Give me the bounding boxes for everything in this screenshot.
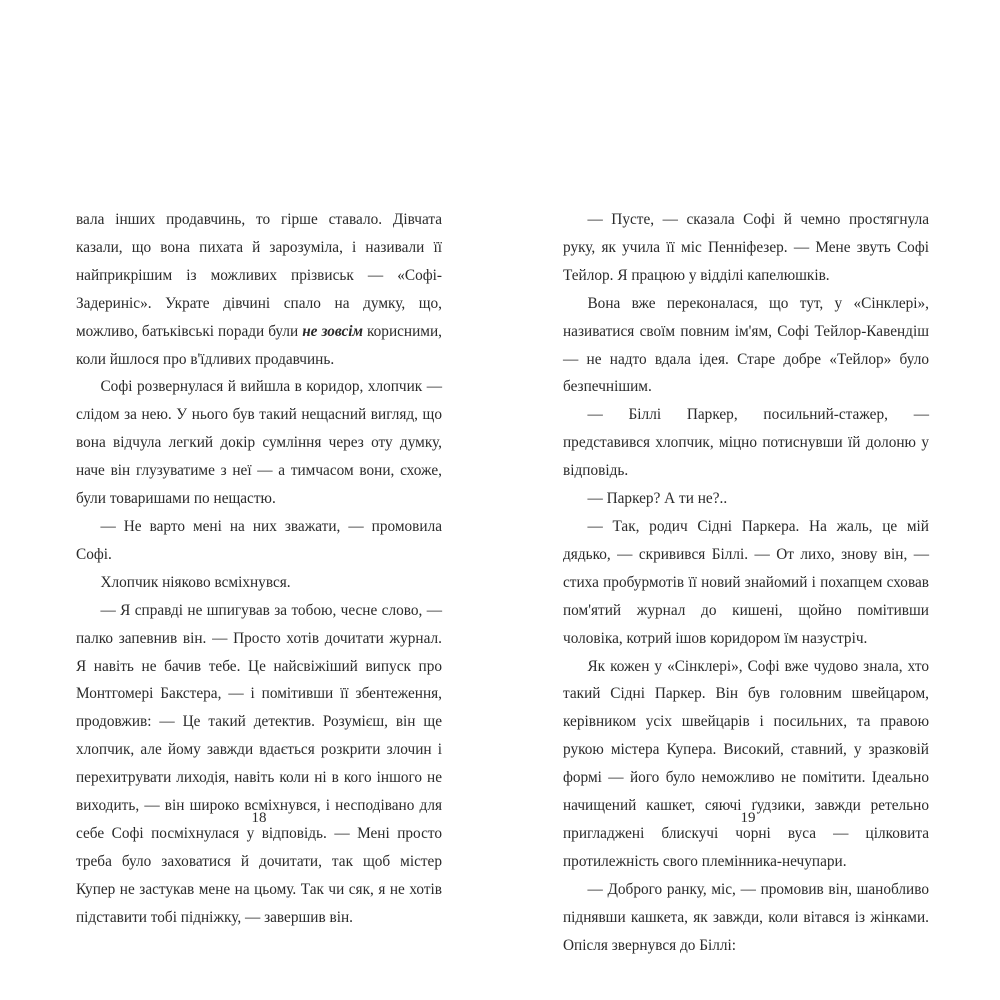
emphasized-text: не зовсім <box>302 322 364 340</box>
paragraph-text: корисними, коли йшлося про в'їдливих продавчинь. <box>76 322 442 368</box>
left-paragraph-3: — Не варто мені на них зважати, — промовила Софі. <box>76 517 442 563</box>
right-paragraph-5: — Так, родич Сідні Паркера. На жаль, це мій дядько, — скривився Біллі. — От лихо, знову він, — стиха пробурмотів її новий знайомий і похапцем сховав пом'ятий журнал до кишені, щойно помітивши чоловіка, котрий ішов коридором їм назустріч. <box>563 517 929 647</box>
paragraph-text: вала інших продавчинь, то гірше ставало. Дівчата казали, що вона пихата й зарозуміла, і називали її найприкрішим із можливих прізвиськ — «Софі-Задериніс». Украте дівчині спало на думку, що, можливо, батьківські поради були <box>76 211 442 340</box>
left-paragraph-4: Хлопчик ніяково всміхнувся. <box>100 573 291 591</box>
left-paragraph-5: — Я справді не шпигував за тобою, чесне слово, — палко запевнив він. — Просто хотів дочитати журнал. Я навіть не бачив тебе. Це найсвіжіший випуск про Монтгомері Бакстера, — і помітивши її збентеження, продовжив: — Це такий детектив. Розумієш, він ще хлопчик, але йому завжди вдається розкрити злочин і перехитрувати лиходія, навіть коли ні в кого іншого не виходить, — він широко всміхнувся, і несподівано для себе Софі посміхнулася у відповідь. — Мені просто треба було заховатися й дочитати, так щоб містер Купер не застукав мене на цьому. Так чи сяк, я не хотів підставити тобі підніжку, — завершив він. <box>76 601 442 926</box>
left-paragraph-1 <box>76 206 442 373</box>
page-number-right: 19 <box>740 810 756 826</box>
right-paragraph-1: — Пусте, — сказала Софі й чемно простягнула руку, як учила її міс Пенніфезер. — Мене звуть Софі Тейлор. Я працюю у відділі капелюшків. <box>563 211 929 284</box>
left-paragraph-2: Софі розвернулася й вийшла в коридор, хлопчик — слідом за нею. У нього був такий нещасний вигляд, що вона відчула легкий докір сумління через оту думку, наче він глузуватиме з неї — а тимчасом вони, схоже, були товаришами по нещастю. <box>76 378 442 508</box>
right-paragraph-6: Як кожен у «Сінклері», Софі вже чудово знала, хто такий Сідні Паркер. Він був головним швейцаром, керівником усіх швейцарів і посильних, та правою рукою містера Купера. Високий, ставний, у зразковій формі — його було неможливо не помітити. Ідеально начищений кашкет, сяючі ґудзики, завжди ретельно пригладжені блискучі чорні вуса — цілковита протилежність свого племінника-нечупари. <box>563 657 929 870</box>
right-paragraph-3: — Біллі Паркер, посильний-стажер, — представився хлопчик, міцно потиснувши їй долоню у відповідь. <box>563 406 929 480</box>
right-paragraph-2: Вона вже переконалася, що тут, у «Сінклері», називатися своїм повним ім'ям, Софі Тейлор-Кавендіш — не надто вдала ідея. Старе добре «Тейлор» було безпечнішим. <box>563 294 929 396</box>
right-paragraph-4: — Паркер? А ти не?.. <box>587 490 728 508</box>
page-number-left: 18 <box>251 810 267 826</box>
right-paragraph-7: — Доброго ранку, міс, — промовив він, шанобливо піднявши кашкета, як завжди, коли вітався із жінками. Опісля звернувся до Біллі: <box>563 880 929 954</box>
right-page <box>563 206 929 959</box>
